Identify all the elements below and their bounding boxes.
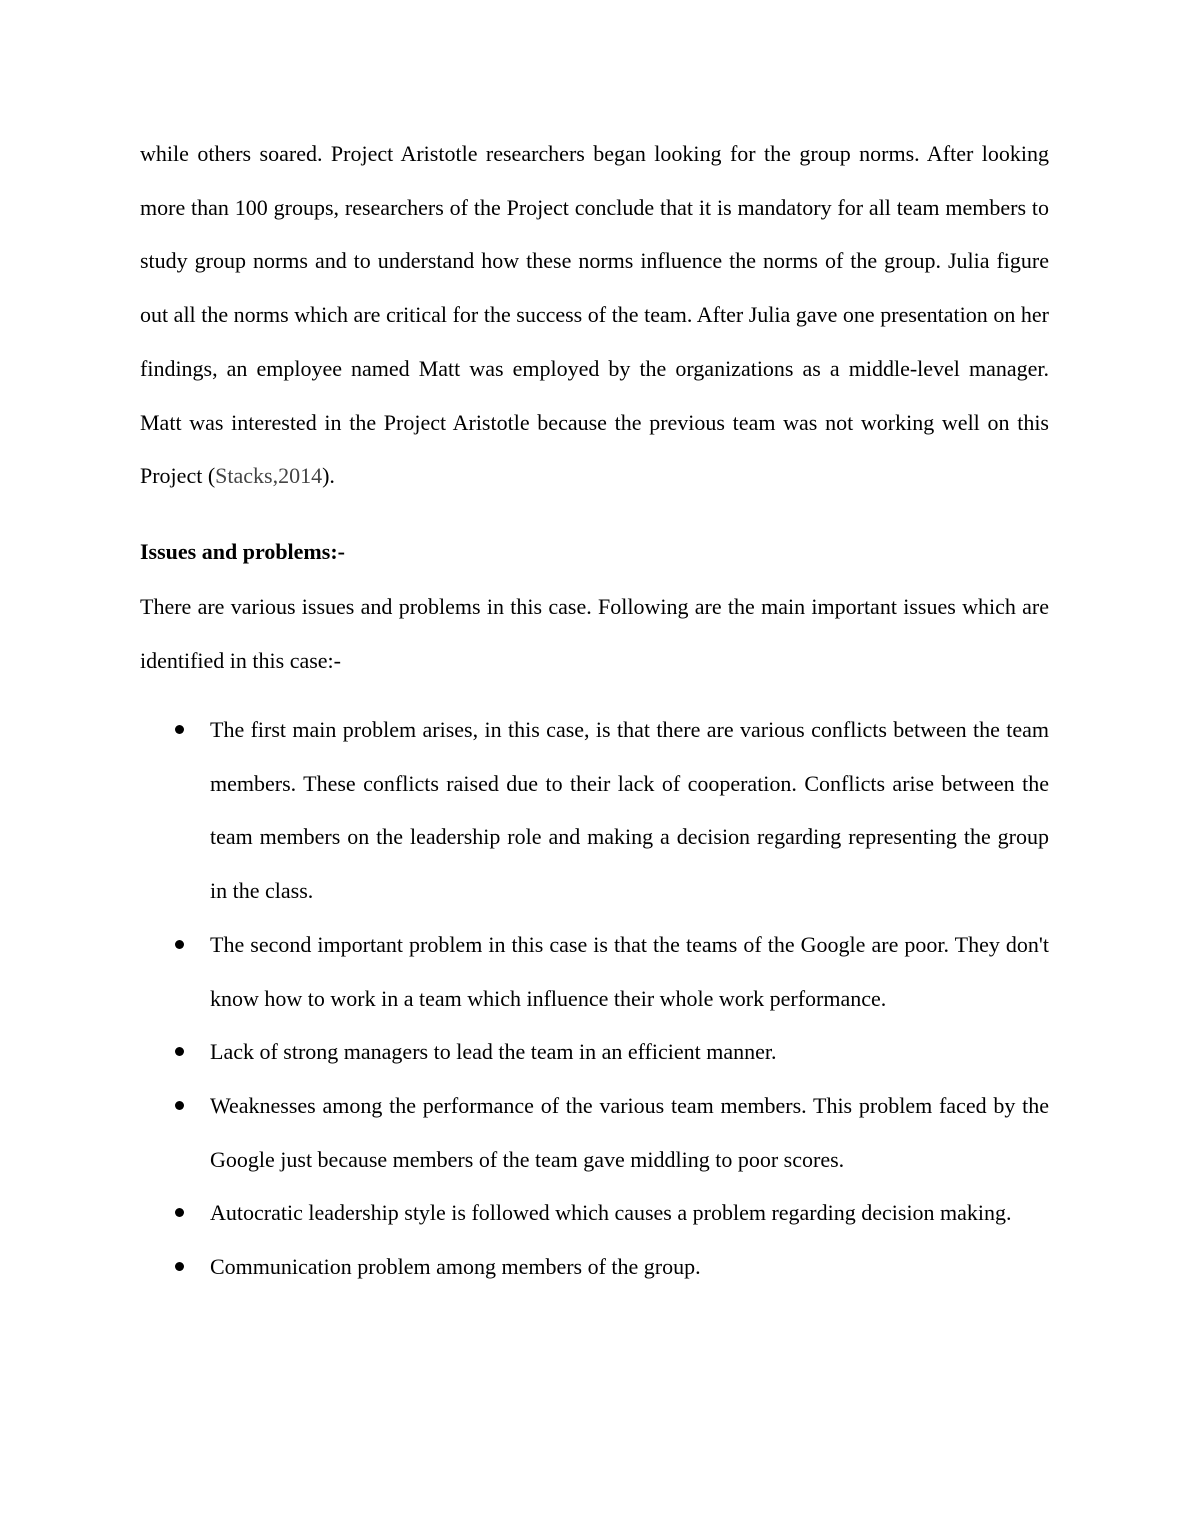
list-item xyxy=(0,1079,1190,1186)
section-heading: Issues and problems:- xyxy=(140,539,345,564)
list-item xyxy=(0,1240,1190,1294)
issues-intro-paragraph: There are various issues and problems in this case. Following are the main important issues which are identified in this case:- xyxy=(140,594,1049,673)
citation: Stacks,2014 xyxy=(215,463,323,489)
list-item-text: The second important problem in this case is that the teams of the Google are poor. They don't know how to work in a team which influence their whole work performance. xyxy=(210,931,1049,1011)
list-item xyxy=(0,1025,1190,1079)
list-item xyxy=(0,1186,1190,1240)
list-item xyxy=(0,703,1190,918)
bullet-icon xyxy=(175,1101,184,1110)
list-item-text: Communication problem among members of the group. xyxy=(210,1254,701,1280)
intro-text: while others soared. Project Aristotle researchers began looking for the group norms. After looking more than 100 groups, researchers of the Project conclude that it is mandatory for all team members to study group norms and to understand how these norms influence the norms of the group. Julia figure out all the norms which are critical for the success of the team. After Julia gave one presentation on her findings, an employee named Matt was employed by the organizations as a middle-level manager. Matt was interested in the Project Aristotle because the previous team was not working well on this Project ( xyxy=(140,141,1049,489)
list-item-text: Autocratic leadership style is followed which causes a problem regarding decision making. xyxy=(210,1200,1012,1226)
intro-paragraph xyxy=(140,127,1049,503)
intro-end: ). xyxy=(322,463,335,489)
bullet-icon xyxy=(175,1208,184,1217)
bullet-icon xyxy=(175,940,184,949)
list-item-text: Weaknesses among the performance of the various team members. This problem faced by the Google just because members of the team gave middling to poor scores. xyxy=(210,1092,1049,1172)
list-item-text: The first main problem arises, in this case, is that there are various conflicts between the team members. These conflicts raised due to their lack of cooperation. Conflicts arise between the team members on the leadership role and making a decision regarding representing the group in the class. xyxy=(210,717,1049,904)
bullet-icon xyxy=(175,1047,184,1056)
bullet-icon xyxy=(175,1262,184,1271)
bullet-icon xyxy=(175,725,184,734)
issues-list xyxy=(0,703,1190,1294)
list-item-text: Lack of strong managers to lead the team in an efficient manner. xyxy=(210,1039,777,1065)
list-item xyxy=(0,918,1190,1025)
